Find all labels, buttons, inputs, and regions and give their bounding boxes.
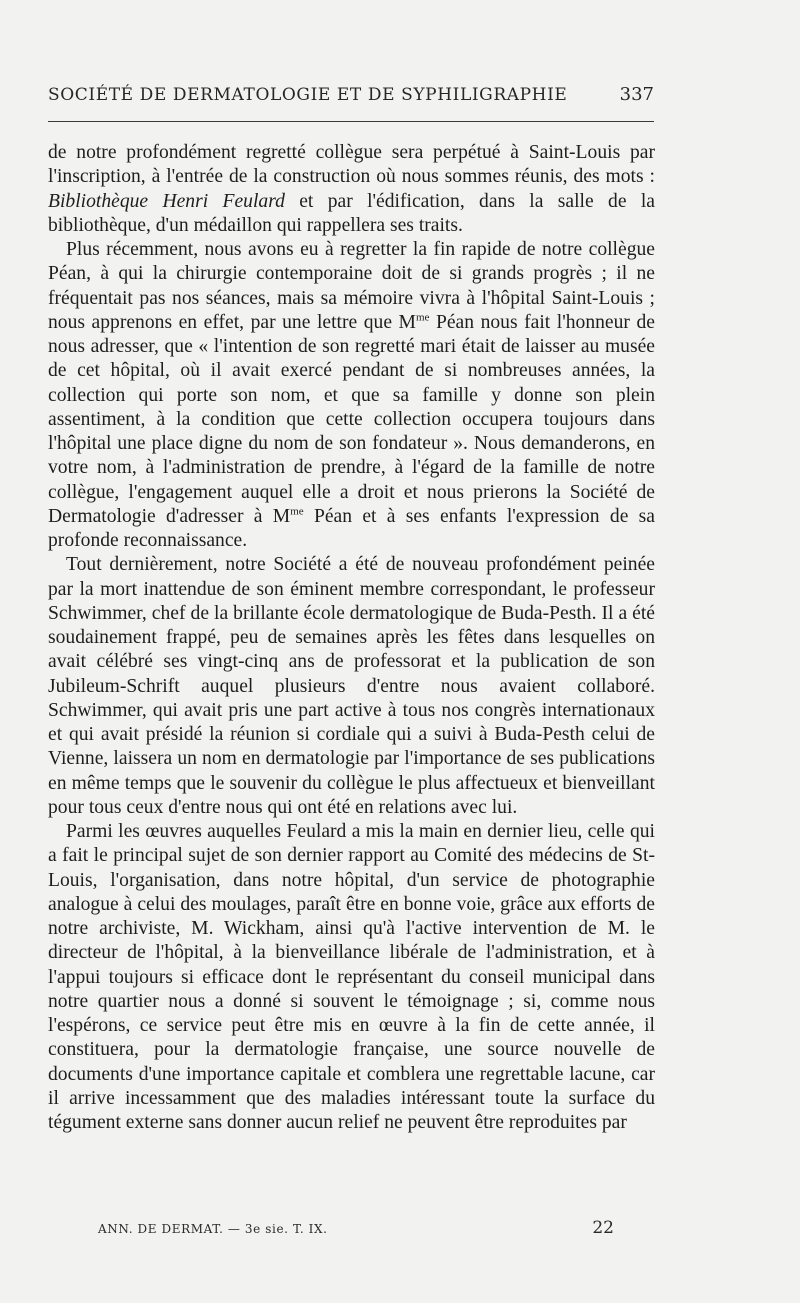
paragraph-4: Parmi les œuvres auquelles Feulard a mis la main en dernier lieu, celle qui a fait le principal sujet de son dernier rapport au Comité des médecins de St-Louis, l'organisation, dans notre hôpital, d'un service de photographie analogue à celui des moulages, paraît être en bonne voie, grâce aux efforts de notre archiviste, M. Wickham, ainsi qu'à l'active intervention de M. le directeur de l'hôpital, à la bienveillance libérale de l'administration, et à l'appui toujours si efficace dont le représentant du conseil municipal dans notre quartier nous a donné si souvent le témoignage ; si, comme nous l'espérons, ce service peut être mis en œuvre à la fin de cette année, il constituera, pour la dermatologie française, une source nouvelle de documents d'une importance capitale et comblera une regrettable lacune, car il arrive incessamment que des maladies intéressant toute la surface du tégument externe sans donner aucun relief ne peuvent être reproduites par (48, 821, 655, 1133)
paragraph-1: de notre profondément regretté collègue sera perpétué à Saint-Louis par l'inscription, à l'entrée de la construction où nous sommes réunis, des mots : Bibliothèque Henri Feulard et par l'édification, dans la salle de la bibliothèque, d'un médaillon qui rappellera ses traits. (48, 142, 655, 236)
paragraph-2: Plus récemment, nous avons eu à regretter la fin rapide de notre collègue Péan, à qui la chirurgie contemporaine doit de si grands progrès ; il ne fréquentait pas nos séances, mais sa mémoire vivra à l'hôpital Saint-Louis ; nous apprenons en effet, par une lettre que $M^{me}$ Péan nous fait l'honneur de nous adresser, que « l'intention de son regretté mari était de laisser au musée de cet hôpital, où il avait exercé pendant de si nombreuses années, la collection qui porte son nom, et que sa famille y donne son plein assentiment, à la condition que cette collection occupera toujours dans l'hôpital une place digne du nom de son fondateur ». Nous demanderons, en votre nom, à l'administration de prendre, à l'égard de la famille de notre collègue, l'engagement auquel elle a droit et nous prierons la Société de Dermatologie d'adresser à $M^{me}$ Péan et à ses enfants l'expression de sa profonde reconnaissance. (48, 239, 655, 551)
header-rule (48, 121, 654, 122)
italic-title: Bibliothèque Henri Feulard (48, 190, 285, 212)
paragraph-3: Tout dernièrement, notre Société a été de nouveau profondément peinée par la mort inattendue de son éminent membre correspondant, le professeur Schwimmer, chef de la brillante école dermatologique de Buda-Pesth. Il a été soudainement frappé, peu de semaines après les fêtes dans lesquelles on avait célébré ses vingt-cinq ans de professorat et la publication de son Jubileum-Schrift auquel plusieurs d'entre nous avaient collaboré. Schwimmer, qui avait pris une part active à tous nos congrès internationaux et qui avait présidé la réunion si cordiale qui a suivi à Buda-Pesth celui de Vienne, laissera un nom en dermatologie par l'importance de ses publications en même temps que le souvenir du collègue le plus affectueux et bienveillant pour tous ceux d'entre nous qui ont été en relations avec lui. (48, 554, 655, 818)
journal-signature: ANN. DE DERMAT. — 3e sie. T. IX. (98, 1222, 328, 1236)
body-text (48, 141, 655, 1135)
running-header (48, 84, 654, 105)
sheet-number: 22 (592, 1218, 614, 1238)
page-footer (98, 1218, 614, 1238)
page-number: 337 (619, 84, 654, 105)
running-title: SOCIÉTÉ DE DERMATOLOGIE ET DE SYPHILIGRAPHIE (48, 85, 568, 105)
